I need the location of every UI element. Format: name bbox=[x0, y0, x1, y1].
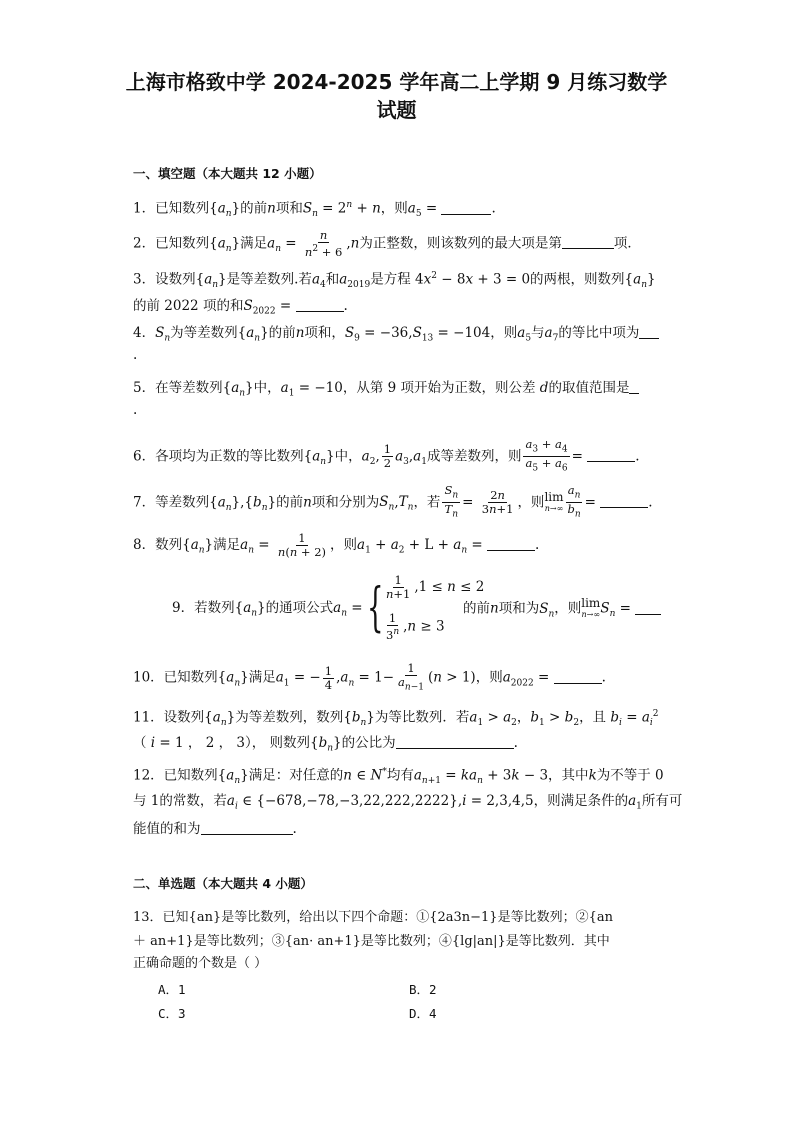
question-5: 5．在等差数列$\{a_n\}$中，$a_1 = -10$，从第 9 项开始为正数，则公差 d的取值范围是 bbox=[133, 378, 639, 404]
question-2: 2．已知数列$\{a_n\}$满足$a_n$ = $\frac{n}{n^2 + 6}$ ,n为正整数，则该数列的最大项是第 项． bbox=[133, 228, 641, 259]
question-10: 10．已知数列$\{a_n\}$满足$a_1$ = − $\frac{1}{4}$ $,a_n = 1-$ $\frac{1}{a_{n-1}}$ (n > 1)，则$a_{2022}$ = . bbox=[133, 661, 606, 693]
question-7: 7．等差数列$\{a_n\},\{b_n\}$的前n项和分别为$S_n,T_n$，若 $\frac{S_n}{T_n}$ = $\frac{2n}{3n+1}$ ，则 lim n→∞ $\frac{a_n}{b_n}$ = . bbox=[133, 483, 653, 520]
question-9-case1: $\frac{1}{n+1}$ ,1 ≤ n ≤ 2 bbox=[386, 573, 485, 601]
option-d[interactable]: D．4 bbox=[409, 1006, 437, 1021]
question-11-line2: （ i = 1 ， 2 ， 3）， 则数列$\{b_n\}$的公比为 . bbox=[133, 735, 518, 754]
section-choice-heading: 二、单选题（本大题共 4 小题） bbox=[133, 876, 313, 891]
question-9-tail: 的前n项和为$S_n$，则 lim n→∞ $S_n$ = bbox=[463, 598, 661, 624]
question-3-line2: 的前 2022 项的和$S_{2022}$ = . bbox=[133, 298, 348, 317]
option-c[interactable]: C．3 bbox=[158, 1006, 186, 1021]
section-fill-in-heading: 一、填空题（本大题共 12 小题） bbox=[133, 166, 322, 181]
question-13-line3: 正确命题的个数是（ ） bbox=[133, 956, 268, 971]
option-b[interactable]: B．2 bbox=[409, 982, 437, 997]
question-1: 1．已知数列$\{a_n\}$的前n项和$S_n = 2^n + n$，则$a_5$ = . bbox=[133, 200, 496, 220]
question-11-line1: 11．设数列$\{a_n\}$为等差数列，数列$\{b_n\}$为等比数列．若$a_1 > a_2$，$b_1 > b_2$，且 $b_i = a_i^2$ bbox=[133, 709, 659, 729]
question-13-line1: 13．已知{an}是等比数列，给出以下四个命题：①{2a3n−1}是等比数列；②{an bbox=[133, 910, 613, 925]
question-12-line3: 能值的和为 . bbox=[133, 821, 297, 837]
question-8: 8．数列$\{a_n\}$满足$a_n$ = $\frac{1}{n(n + 2)}$ ，则$a_1 + a_2 + L + a_n$ = . bbox=[133, 531, 540, 559]
question-12-line2: 与 1的常数，若$a_i$ ∈ {−678,−78,−3,22,222,2222},i = 2,3,4,5，则满足条件的$a_1$所有可 bbox=[133, 793, 683, 812]
question-9: 9．若数列$\{a_n\}$的通项公式$a_n$ = bbox=[172, 600, 363, 619]
doc-title-line2: 试题 bbox=[376, 98, 417, 122]
piecewise-brace: { bbox=[367, 578, 384, 638]
question-6: 6．各项均为正数的等比数列$\{a_n\}$中，$a_2$, $\frac{1}{2}$ $a_3,a_1$成等差数列，则 $\frac{a_3 + a_4}{a_5 + a_6}$ = . bbox=[133, 437, 640, 474]
option-a[interactable]: A．1 bbox=[158, 982, 186, 997]
question-5-end: . bbox=[133, 402, 138, 418]
question-3-line1: 3．设数列$\{a_n\}$是等差数列.若$a_4$和$a_{2019}$是方程 $4x^2 - 8x + 3 = 0$的两根，则数列$\{a_n\}$ bbox=[133, 271, 656, 291]
question-9-case2: $\frac{1}{3^n}$ ,n ≥ 3 bbox=[386, 611, 445, 642]
question-12-line1: 12．已知数列$\{a_n\}$满足：对任意的n ∈ N*均有$a_{n+1} = ka_n + 3k - 3$，其中k为不等于 0 bbox=[133, 767, 664, 787]
question-4-end: . bbox=[133, 347, 138, 363]
question-4: 4．$S_n$为等差数列$\{a_n\}$的前n项和，$S_9 = -36,S_{13} = -104$，则$a_5$与$a_7$的等比中项为 bbox=[133, 323, 659, 349]
question-13-line2: ＋ an+1}是等比数列；③{an· an+1}是等比数列；④{lg|an|}是等比数列．其中 bbox=[133, 934, 610, 949]
doc-title-line1: 上海市格致中学 2024-2025 学年高二上学期 9 月练习数学 bbox=[125, 70, 668, 94]
